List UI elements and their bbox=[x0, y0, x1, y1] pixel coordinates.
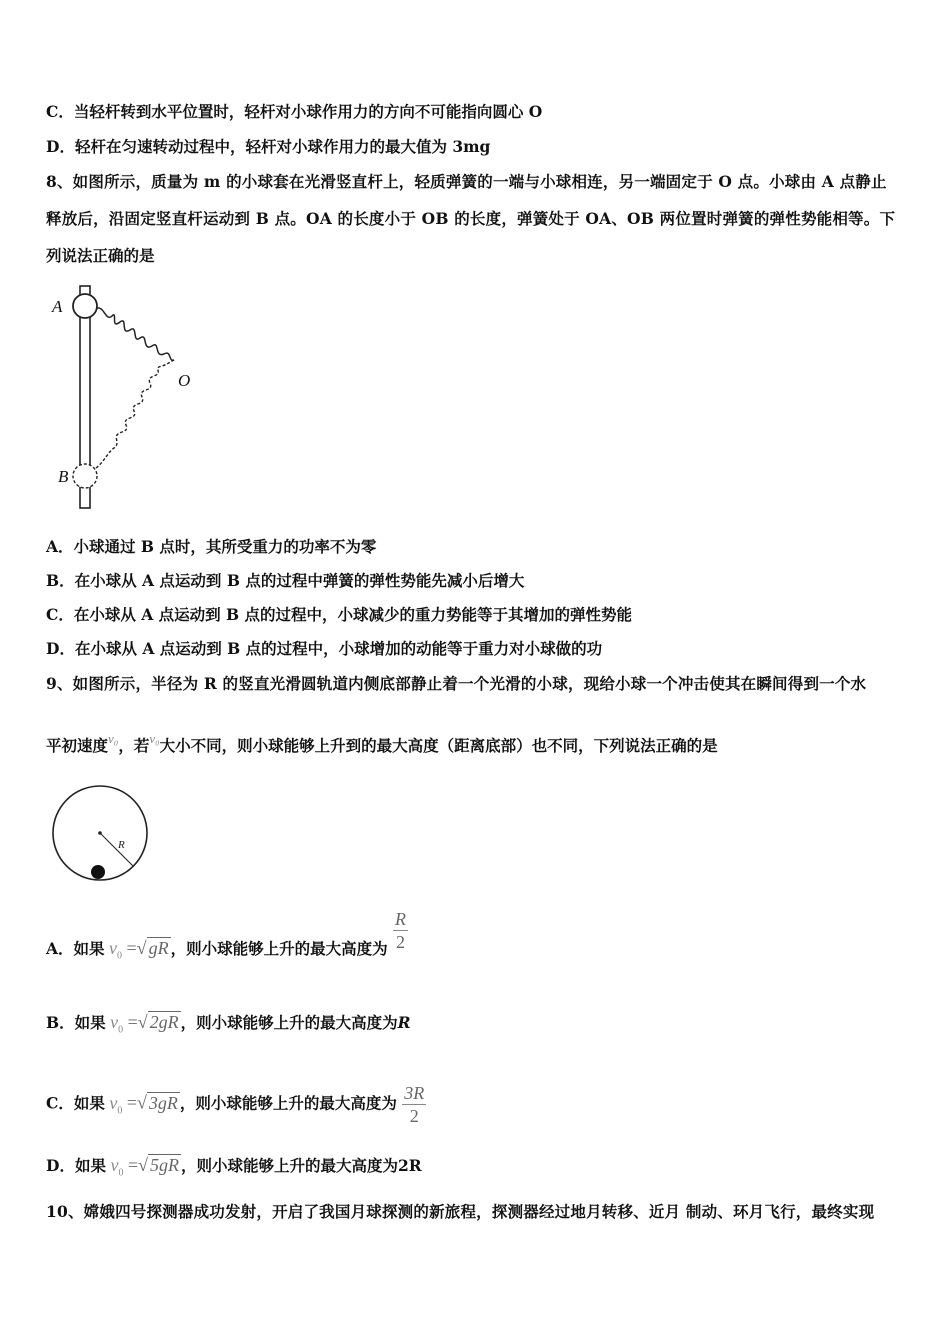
label-o: O bbox=[178, 371, 191, 390]
q8-stem-line-1: 8、如图所示，质量为 m 的小球套在光滑竖直杆上，轻质弹簧的一端与小球相连，另一端固定于 O 点。小球由 A 点静止 bbox=[46, 172, 887, 191]
q9-option-c: C．如果 $v_0$ =√ 3gR ，则小球能够上升的最大高度为 $\frac{3R}{2}$ bbox=[46, 1083, 425, 1126]
spring-ob bbox=[96, 360, 174, 468]
label-a: A bbox=[52, 297, 63, 316]
q8-spring-figure bbox=[44, 282, 204, 514]
v0-symbol: v₀ bbox=[108, 731, 119, 746]
q10-stem-line-1: 10、嫦娥四号探测器成功发射，开启了我国月球探测的新旅程，探测器经过地月转移、近月 制动、环月飞行，最终实现 bbox=[46, 1202, 875, 1221]
q9-stem-2a: 平初速度 bbox=[46, 736, 109, 755]
small-ball bbox=[91, 865, 105, 879]
fraction-3r-over-2: $\frac{3R}{2}$ bbox=[404, 1083, 425, 1126]
ball-at-b bbox=[73, 464, 97, 488]
ball-at-a bbox=[73, 294, 97, 318]
q9-stem-line-2 bbox=[46, 731, 718, 757]
fraction-r-over-2: $\frac{R}{2}$ bbox=[394, 908, 406, 952]
q9-option-d: D．如果 $v_0$ =√ 5gR ，则小球能够上升的最大高度为2R bbox=[46, 1155, 422, 1179]
q9-stem-line-1: 9、如图所示，半径为 R 的竖直光滑圆轨道内侧底部静止着一个光滑的小球，现给小球一个冲击使其在瞬间得到一个水 bbox=[46, 674, 867, 693]
q9-stem-2c: 大小不同，则小球能够上升到的最大高度（距离底部）也不同，下列说法正确的是 bbox=[159, 736, 718, 755]
q8-option-d: D．在小球从 A 点运动到 B 点的过程中，小球增加的动能等于重力对小球做的功 bbox=[46, 639, 603, 658]
q9-circle-figure bbox=[48, 783, 152, 887]
q8-option-b: B．在小球从 A 点运动到 B 点的过程中弹簧的弹性势能先减小后增大 bbox=[46, 571, 525, 590]
q9-option-b: B．如果 $v_0$ =√ 2gR ，则小球能够上升的最大高度为R bbox=[46, 1012, 411, 1036]
q9-option-a: A．如果 $v_0$ =√ gR ，则小球能够上升的最大高度为 $\frac{R}{2}$ bbox=[46, 908, 406, 962]
q7-option-c: C．当轻杆转到水平位置时，轻杆对小球作用力的方向不可能指向圆心 O bbox=[46, 102, 543, 121]
q9-stem-2b: ，若 bbox=[118, 736, 150, 755]
q8-option-c: C．在小球从 A 点运动到 B 点的过程中，小球减少的重力势能等于其增加的弹性势能 bbox=[46, 605, 633, 624]
label-b: B bbox=[58, 467, 69, 486]
q8-stem-line-3: 列说法正确的是 bbox=[46, 246, 155, 265]
radius-label: R bbox=[118, 839, 125, 851]
q8-stem-line-2: 释放后，沿固定竖直杆运动到 B 点。OA 的长度小于 OB 的长度，弹簧处于 OA、OB 两位置时弹簧的弹性势能相等。下 bbox=[46, 209, 896, 228]
q8-option-a: A．小球通过 B 点时，其所受重力的功率不为零 bbox=[46, 537, 377, 556]
v0-symbol: v₀ bbox=[149, 731, 160, 746]
q7-option-d: D．轻杆在匀速转动过程中，轻杆对小球作用力的最大值为 3mg bbox=[46, 137, 491, 156]
spring-oa bbox=[97, 308, 174, 360]
